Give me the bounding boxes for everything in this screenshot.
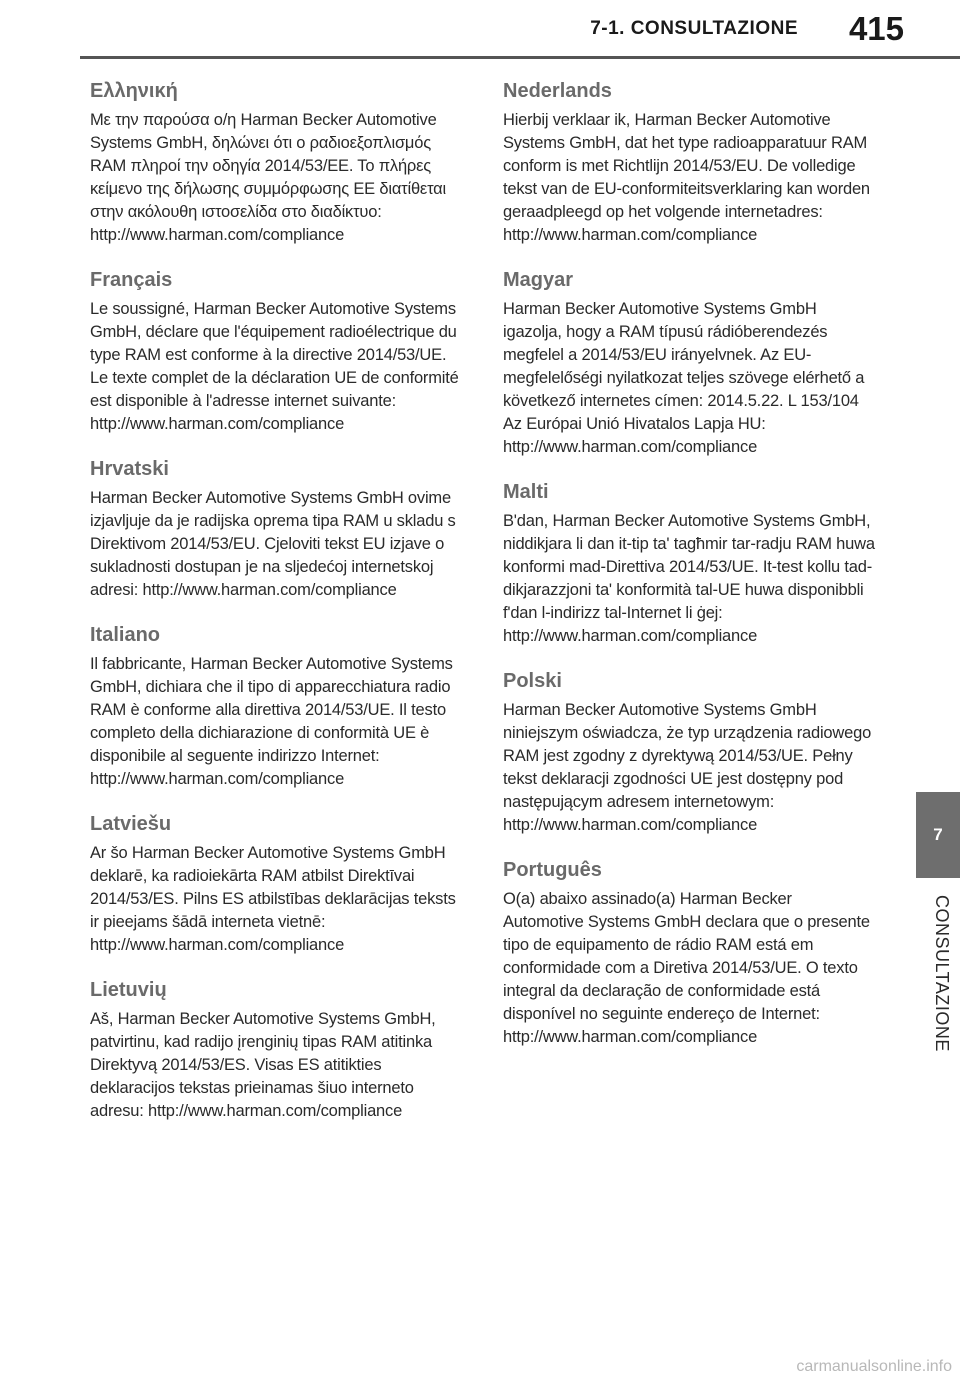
chapter-tab[interactable] (916, 792, 960, 878)
section-text: Harman Becker Automotive Systems GmbH ovime izjavljuje da je radijska oprema tipa RAM u skladu s Direktivom 2014/53/EU. Cjeloviti tekst EU izjave o sukladnosti dostupan je na sljedećoj internetskoj adresi: http://www.harman.com/compliance (90, 489, 456, 599)
section-heading: Magyar (503, 269, 574, 291)
section-lithuanian (90, 979, 462, 1123)
right-column (503, 80, 875, 1071)
section-heading: Nederlands (503, 80, 612, 102)
chapter-tab-number: 7 (933, 825, 943, 844)
section-latvian (90, 813, 462, 957)
section-heading: Polski (503, 670, 562, 692)
section-heading: Latviešu (90, 813, 172, 835)
section-text: O(a) abaixo assinado(a) Harman Becker Automotive Systems GmbH declara que o presente tipo de equipamento de rádio RAM está em conformidade com a Diretiva 2014/53/UE. O texto integral da declaração de conformidade está disponível no seguinte endereço de Internet: http://www.harman.com/compliance (503, 890, 870, 1046)
section-text: B'dan, Harman Becker Automotive Systems GmbH, niddikjara li dan it-tip ta' tagħmir tar-radju RAM huwa konformi mad-Direttiva 2014/53/UE. It-test kollu tad-dikjarazzjoni ta' konformità tal-UE huwa disponibbli f'dan l-indirizz tal-Internet li ġej: http://www.harman.com/compliance (503, 512, 875, 645)
section-greek (90, 80, 462, 247)
section-french (90, 269, 462, 436)
section-heading: Français (90, 269, 173, 291)
section-text: Harman Becker Automotive Systems GmbH niniejszym oświadcza, że typ urządzenia radiowego RAM jest zgodny z dyrektywą 2014/53/UE. Pełny tekst deklaracji zgodności UE jest dostępny pod następującym adresem internetowym: http://www.harman.com/compliance (503, 701, 872, 834)
section-text: Le soussigné, Harman Becker Automotive Systems GmbH, déclare que l'équipement radioélectrique du type RAM est conforme à la directive 2014/53/UE. Le texte complet de la déclaration UE de conformité est disponible à l'adresse internet suivante: http://www.harman.com/compliance (90, 300, 459, 433)
header-rule (80, 56, 960, 59)
section-hungarian (503, 269, 875, 459)
section-heading: Hrvatski (90, 458, 169, 480)
section-text: Harman Becker Automotive Systems GmbH igazolja, hogy a RAM típusú rádióberendezés megfelel a 2014/53/EU irányelvnek. Az EU-megfelelőségi nyilatkozat teljes szövege elérhető a következő internetes címen: 2014.5.22. L 153/104 Az Európai Unió Hivatalos Lapja HU: http://www.harman.com/compliance (503, 300, 865, 456)
section-heading: Italiano (90, 624, 161, 646)
section-text: Hierbij verklaar ik, Harman Becker Automotive Systems GmbH, dat het type radioapparatuur RAM conform is met Richtlijn 2014/53/EU. De volledige tekst van de EU-conformiteitsverklaring kan worden geraadpleegd op het volgende internetadres: http://www.harman.com/compliance (503, 111, 870, 244)
section-portuguese (503, 859, 875, 1049)
section-text: Aš, Harman Becker Automotive Systems GmbH, patvirtinu, kad radijo įrenginių tipas RAM atitinka Direktyvą 2014/53/ES. Visas ES atitikties deklaracijos tekstas prieinamas šiuo interneto adresu: http://www.harman.com/compliance (90, 1010, 436, 1120)
section-heading: Malti (503, 481, 549, 503)
section-dutch (503, 80, 875, 247)
chapter-side-label: CONSULTAZIONE (932, 895, 952, 1052)
section-polish (503, 670, 875, 837)
section-text: Με την παρούσα ο/η Harman Becker Automotive Systems GmbH, δηλώνει ότι ο ραδιοεξοπλισμός RAM πληροί την οδηγία 2014/53/ΕΕ. Το πλήρες κείμενο της δήλωσης συμμόρφωσης ΕΕ διατίθεται στην ακόλουθη ιστοσελίδα στο διαδίκτυο: http://www.harman.com/compliance (90, 111, 446, 244)
section-italian (90, 624, 462, 791)
chapter-title: 7-1. CONSULTAZIONE (590, 18, 798, 39)
watermark: carmanualsonline.info (796, 1358, 952, 1375)
page-header (0, 0, 960, 60)
left-column (90, 80, 462, 1145)
section-text: Ar šo Harman Becker Automotive Systems GmbH deklarē, ka radioiekārta RAM atbilst Direktīvai 2014/53/ES. Pilns ES atbilstības deklarācijas teksts ir pieejams šādā interneta vietnē: http://www.harman.com/compliance (90, 844, 456, 954)
section-heading: Ελληνική (90, 80, 178, 102)
section-heading: Português (503, 859, 602, 881)
section-croatian (90, 458, 462, 602)
section-text: Il fabbricante, Harman Becker Automotive Systems GmbH, dichiara che il tipo di apparecchiatura radio RAM è conforme alla direttiva 2014/53/UE. Il testo completo della dichiarazione di conformità UE è disponibile al seguente indirizzo Internet: http://www.harman.com/compliance (90, 655, 453, 788)
section-maltese (503, 481, 875, 648)
page-number: 415 (848, 10, 904, 47)
section-heading: Lietuvių (90, 979, 167, 1001)
